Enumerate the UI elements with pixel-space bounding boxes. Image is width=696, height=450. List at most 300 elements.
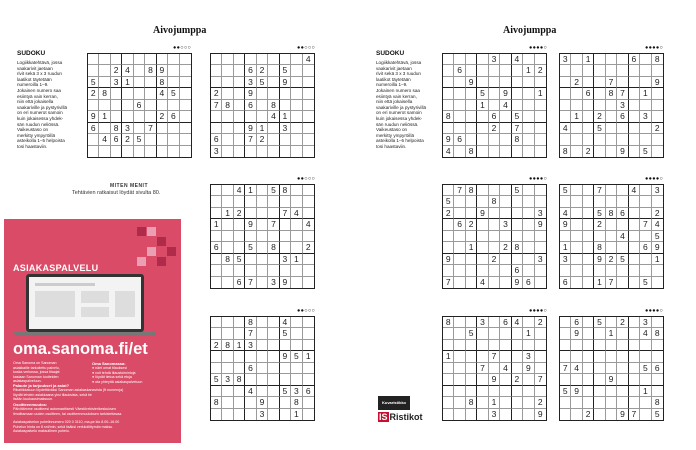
sudoku-cell [303,363,314,374]
sudoku-cell [500,386,511,397]
sudoku-cell: 7 [245,328,256,339]
sudoku-cell: 9 [466,77,477,88]
sudoku-cell: 2 [594,219,605,230]
sudoku-cell: 6 [617,111,628,122]
sudoku-cell [122,88,133,99]
sudoku-cell [443,77,454,88]
sudoku-cell [617,54,628,65]
sudoku-cell [583,111,594,122]
difficulty-indicator: ●●○○○ [297,45,316,51]
sudoku-cell [640,231,651,242]
sudoku-cell [652,196,663,207]
sudoku-cell [454,340,465,351]
sudoku-cell [257,219,268,230]
sudoku-cell: 6 [560,277,571,288]
sudoku-cell: 2 [122,134,133,145]
sudoku-cell [443,363,454,374]
sudoku-cell [111,54,122,65]
sudoku-cell [257,374,268,385]
sudoku-cell: 2 [535,65,546,76]
sudoku-cell: 4 [629,185,640,196]
sudoku-cell [145,77,156,88]
sudoku-cell [523,208,534,219]
sudoku-cell: 5 [512,111,523,122]
sudoku-cell: 5 [280,65,291,76]
sudoku-cell [489,65,500,76]
sudoku-cell [303,123,314,134]
sudoku-cell [571,65,582,76]
sudoku-cell [571,340,582,351]
sudoku-cell [523,88,534,99]
sudoku-cell: 9 [157,65,168,76]
sudoku-cell [111,111,122,122]
sudoku-cell [303,185,314,196]
sudoku-cell [571,254,582,265]
sudoku-cell: 1 [640,88,651,99]
sudoku-cell [466,100,477,111]
sudoku-cell [629,265,640,276]
sudoku-cell [111,88,122,99]
instructions-text: Logiikkatehtävä, jossa vaakarivit jaetaan rivit sekä 3 x 3 ruudun laatikot täytetään numeroilla 1–9. Jokainen numero saa esiintyä vain kerran, niin että jokaisella vaakariville ja pystyrivillä on eri numerot samoin kuin jokaisessa yhdek- sän ruudun neliössä. Vaikeustaso on merkitty ympyröillä asteikolla 1–5 helpoista tosi haastaviin. [17,60,68,149]
sudoku-cell [454,146,465,157]
sudoku-cell [583,317,594,328]
sudoku-cell [454,100,465,111]
sudoku-cell: 8 [443,111,454,122]
sudoku-cell [583,219,594,230]
sudoku-cell [122,111,133,122]
sudoku-cell: 8 [245,317,256,328]
sudoku-cell [466,196,477,207]
sudoku-cell [111,100,122,111]
sudoku-cell: 7 [211,100,222,111]
sudoku-cell [617,123,628,134]
sudoku-cell [466,277,477,288]
sudoku-cell [629,146,640,157]
sudoku-cell [535,134,546,145]
sudoku-cell [652,386,663,397]
sudoku-cell: 7 [245,277,256,288]
sudoku-cell [560,134,571,145]
sudoku-cell [443,88,454,99]
sudoku-cell: 7 [640,219,651,230]
ad-subheading: Palaute ja tarjoukset ja asiat? [13,383,70,388]
sudoku-cell: 9 [560,219,571,230]
sudoku-cell [617,328,628,339]
sudoku-cell [594,363,605,374]
sudoku-grid [559,53,664,158]
sudoku-cell [629,100,640,111]
difficulty-indicator: ●●●●○ [529,176,548,182]
sudoku-cell [122,100,133,111]
sudoku-cell [466,231,477,242]
sudoku-grid [442,316,547,421]
sudoku-cell [594,77,605,88]
sudoku-cell [222,231,233,242]
sudoku-cell: 9 [477,208,488,219]
sudoku-cell [268,134,279,145]
sudoku-cell [500,208,511,219]
ristikot-logo-text: Ristikot [389,412,423,422]
sudoku-cell: 2 [500,242,511,253]
sudoku-cell: 2 [535,317,546,328]
sudoku-cell: 6 [512,265,523,276]
sudoku-cell [535,363,546,374]
sudoku-cell [454,111,465,122]
sudoku-cell [652,277,663,288]
sudoku-cell: 9 [280,277,291,288]
sudoku-cell [500,374,511,385]
sudoku-cell [303,146,314,157]
sudoku-cell [489,100,500,111]
sudoku-cell: 6 [617,208,628,219]
sudoku-cell: 8 [560,146,571,157]
sudoku-cell: 7 [594,185,605,196]
sudoku-cell [489,185,500,196]
sudoku-cell [489,77,500,88]
sudoku-cell [443,65,454,76]
sudoku-cell [280,54,291,65]
sudoku-cell [535,328,546,339]
sudoku-cell [640,265,651,276]
sudoku-cell [466,386,477,397]
sudoku-cell [280,231,291,242]
sudoku-cell: 3 [489,54,500,65]
sudoku-cell [560,397,571,408]
sudoku-cell: 4 [291,208,302,219]
sudoku-cell [134,88,145,99]
sudoku-cell [500,123,511,134]
sudoku-cell [535,77,546,88]
sudoku-cell: 6 [88,123,99,134]
sudoku-cell [477,111,488,122]
sudoku-cell: 8 [594,242,605,253]
sudoku-cell [443,54,454,65]
sudoku-cell [257,88,268,99]
sudoku-cell [257,340,268,351]
sudoku-cell [523,77,534,88]
sudoku-cell [268,208,279,219]
sudoku-cell [122,146,133,157]
sudoku-cell: 4 [99,134,110,145]
sudoku-cell [268,254,279,265]
sudoku-cell [560,111,571,122]
sudoku-cell [222,328,233,339]
sudoku-cell [523,242,534,253]
sudoku-cell [99,54,110,65]
sudoku-cell [454,328,465,339]
sudoku-cell [211,409,222,420]
sudoku-cell [594,134,605,145]
sudoku-cell [466,374,477,385]
sudoku-cell [477,185,488,196]
sudoku-cell [466,88,477,99]
sudoku-cell [222,351,233,362]
sudoku-cell: 2 [88,88,99,99]
sudoku-cell [629,397,640,408]
sudoku-cell: 4 [157,88,168,99]
sudoku-cell [245,265,256,276]
sudoku-cell [168,134,179,145]
sudoku-cell [606,409,617,420]
sudoku-cell [303,65,314,76]
sudoku-grid [559,184,664,289]
sudoku-cell [211,351,222,362]
sudoku-cell [454,374,465,385]
sudoku-cell [512,363,523,374]
sudoku-cell: 1 [640,386,651,397]
decor-square [137,227,146,236]
sudoku-cell [99,100,110,111]
sudoku-cell [454,363,465,374]
sudoku-cell: 3 [268,277,279,288]
sudoku-cell: 1 [594,277,605,288]
decor-square [147,227,156,236]
sudoku-cell: 2 [489,123,500,134]
sudoku-cell [268,363,279,374]
sudoku-cell [477,123,488,134]
sudoku-cell [500,340,511,351]
sudoku-cell [477,397,488,408]
sudoku-cell [560,328,571,339]
sudoku-cell [268,317,279,328]
sudoku-cell [512,328,523,339]
sudoku-cell: 1 [234,340,245,351]
sudoku-cell: 9 [245,88,256,99]
ad-url[interactable]: oma.sanoma.fi/et [13,340,148,358]
sudoku-cell: 9 [500,88,511,99]
sudoku-cell [291,196,302,207]
sudoku-cell [629,77,640,88]
sudoku-cell: 9 [652,242,663,253]
sudoku-cell [291,65,302,76]
sudoku-cell: 5 [234,254,245,265]
sudoku-cell [617,374,628,385]
sudoku-cell [477,374,488,385]
sudoku-cell [640,351,651,362]
sudoku-cell: 9 [537,409,543,420]
sudoku-cell: 8 [489,196,500,207]
sudoku-cell: 9 [443,254,454,265]
sudoku-cell [523,54,534,65]
sudoku-cell [443,265,454,276]
sudoku-cell [617,65,628,76]
sudoku-cell [617,77,628,88]
sudoku-cell [560,100,571,111]
sudoku-cell: 1 [443,351,454,362]
sudoku-cell: 7 [489,351,500,362]
sudoku-cell: 8 [222,254,233,265]
sudoku-cell: 9 [280,77,291,88]
sudoku-cell [512,77,523,88]
sudoku-cell [571,265,582,276]
sudoku-cell: 3 [560,54,571,65]
sudoku-cell [606,111,617,122]
sudoku-cell: 7 [629,409,640,420]
sudoku-cell [535,277,546,288]
sudoku-cell [291,77,302,88]
sudoku-cell: 3 [560,254,571,265]
sudoku-cell [606,196,617,207]
sudoku-cell: 5 [640,277,651,288]
sudoku-cell [617,134,628,145]
sudoku-cell [560,374,571,385]
sudoku-cell [583,65,594,76]
sudoku-cell [466,208,477,219]
sudoku-cell [291,111,302,122]
sudoku-cell: 5 [280,328,291,339]
sudoku-cell [652,340,663,351]
sudoku-cell [629,363,640,374]
sudoku-cell: 1 [477,100,488,111]
sudoku-cell: 7 [606,277,617,288]
sudoku-cell [523,111,534,122]
sudoku-cell [88,54,99,65]
sudoku-cell [512,196,523,207]
sudoku-cell [652,374,663,385]
sudoku-cell [443,219,454,230]
sudoku-cell: 6 [523,277,534,288]
sudoku-cell [222,242,233,253]
sudoku-cell: 9 [571,386,582,397]
sudoku-cell [280,219,291,230]
sudoku-cell [145,54,156,65]
sudoku-cell [268,88,279,99]
sudoku-cell [234,397,245,408]
sudoku-cell [489,146,500,157]
sudoku-cell [523,317,534,328]
sudoku-cell [500,277,511,288]
sudoku-cell [583,374,594,385]
sudoku-cell [512,340,523,351]
sudoku-cell [303,397,314,408]
ad-subheading: Osoitteenmuutos: [13,402,48,407]
sudoku-cell: 3 [280,254,291,265]
sudoku-cell [617,242,628,253]
sudoku-cell: 1 [489,397,500,408]
sudoku-cell [523,374,534,385]
sudoku-cell [477,254,488,265]
sudoku-cell [489,317,500,328]
sudoku-cell [512,65,523,76]
sudoku-cell [523,409,534,420]
sudoku-cell [594,65,605,76]
answers-text: Tehtävien ratkaisut löydät sivulta 80. [72,190,161,196]
sudoku-cell [234,409,245,420]
sudoku-cell: 5 [594,123,605,134]
sudoku-cell [606,363,617,374]
sudoku-cell [606,340,617,351]
sudoku-cell: 6 [234,277,245,288]
sudoku-cell: 5 [560,185,571,196]
sudoku-cell [268,146,279,157]
answers-heading: MITEN MENIT [110,183,148,189]
sudoku-cell [500,265,511,276]
sudoku-cell [454,265,465,276]
sudoku-cell: 6 [629,54,640,65]
sudoku-cell [500,65,511,76]
sudoku-cell [652,317,663,328]
sudoku-cell [268,328,279,339]
sudoku-cell [222,386,233,397]
sudoku-grid [210,184,315,289]
sudoku-cell: 9 [617,409,628,420]
sudoku-cell [145,111,156,122]
instructions-heading: SUDOKU [17,50,46,57]
sudoku-cell [640,65,651,76]
sudoku-cell [443,185,454,196]
sudoku-cell [640,374,651,385]
sudoku-cell [571,208,582,219]
sudoku-cell [211,208,222,219]
sudoku-cell [560,340,571,351]
sudoku-cell [291,54,302,65]
sudoku-cell [280,88,291,99]
sudoku-cell [606,231,617,242]
sudoku-cell [512,208,523,219]
sudoku-cell [280,242,291,253]
sudoku-cell [257,265,268,276]
sudoku-cell [443,397,454,408]
sudoku-cell: 2 [606,254,617,265]
sudoku-cell [303,196,314,207]
sudoku-cell [257,54,268,65]
sudoku-cell [583,77,594,88]
sudoku-cell: 7 [535,374,546,385]
sudoku-cell: 4 [234,185,245,196]
sudoku-cell [466,265,477,276]
sudoku-cell [629,254,640,265]
sudoku-cell: 7 [477,363,488,374]
sudoku-cell [560,231,571,242]
sudoku-cell [571,351,582,362]
sudoku-cell: 3 [500,219,511,230]
sudoku-cell [477,146,488,157]
sudoku-cell [443,231,454,242]
sudoku-cell [180,54,191,65]
sudoku-cell [477,219,488,230]
sudoku-cell [245,196,256,207]
sudoku-cell: 9 [523,363,534,374]
sudoku-grid [559,316,664,421]
sudoku-cell [303,100,314,111]
sudoku-cell: 4 [652,219,663,230]
sudoku-cell: 4 [571,363,582,374]
sudoku-cell: 9 [535,219,546,230]
sudoku-cell: 2 [257,134,268,145]
sudoku-cell [443,328,454,339]
sudoku-cell [500,146,511,157]
sudoku-cell [583,196,594,207]
sudoku-cell [303,111,314,122]
sudoku-cell: 3 [477,317,488,328]
sudoku-cell [617,363,628,374]
ad-text: Päivittämme osoitteesi automaattisesti Väestörekisterikeskuksen ilmoittamaan uuden osoitteen, tai osoitteenmuutoksen tarkistettavaa. [13,407,123,416]
sudoku-cell [466,363,477,374]
sudoku-cell: 9 [257,397,268,408]
sudoku-cell [454,196,465,207]
sudoku-cell [489,265,500,276]
sudoku-cell [512,254,523,265]
sudoku-cell [211,265,222,276]
sudoku-cell [222,65,233,76]
sudoku-cell [303,77,314,88]
sudoku-cell [489,242,500,253]
sudoku-cell [291,231,302,242]
sudoku-cell: 4 [512,317,523,328]
sudoku-cell [157,123,168,134]
sudoku-cell [629,111,640,122]
sudoku-cell [222,54,233,65]
